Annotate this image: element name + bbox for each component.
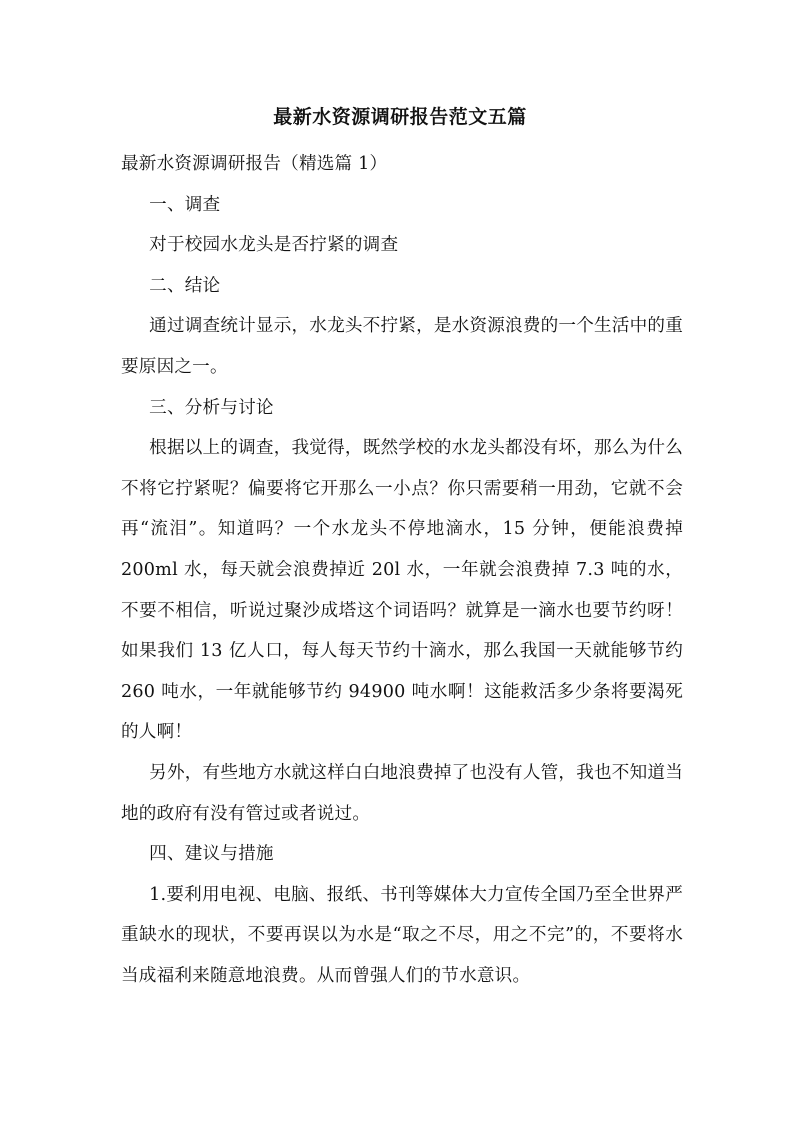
paragraph-survey-topic: 对于校园水龙头是否拧紧的调查: [149, 235, 399, 256]
section-heading-analysis: 三、分析与讨论: [149, 397, 274, 418]
section-heading-survey: 一、调查: [149, 194, 221, 215]
section-heading-conclusion: 二、结论: [149, 275, 221, 296]
section-heading-suggestions: 四、建议与措施: [149, 844, 274, 865]
paragraph-additional: 另外，有些地方水就这样白白地浪费掉了也没有人管，我也不知道当地的政府有没有管过或者说过。: [121, 762, 683, 824]
section-heading-selected: 最新水资源调研报告（精选篇 1）: [121, 154, 388, 174]
document-body: [121, 144, 683, 996]
paragraph-analysis: 根据以上的调查，我觉得，既然学校的水龙头都没有坏，那么为什么不将它拧紧呢？偏要将它开那么一小点？你只需要稍一用劲，它就不会再“流泪”。知道吗？一个水龙头不停地滴水，15 分钟，便能浪费掉 200ml 水，每天就会浪费掉近 20l 水，一年就会浪费掉 7.3 吨的水，不要不相信，听说过聚沙成塔这个词语吗？就算是一滴水也要节约呀！如果我们 13 亿人口，每人每天节约十滴水，那么我国一天就能够节约 260 吨水，一年就能够节约 94900 吨水啊！这能救活多少条将要渴死的人啊！: [121, 438, 683, 743]
paragraph-suggestion-1: 1.要利用电视、电脑、报纸、书刊等媒体大力宣传全国乃至全世界严重缺水的现状，不要再误以为水是“取之不尽，用之不完”的，不要将水当成福利来随意地浪费。从而曾强人们的节水意识。: [121, 884, 683, 986]
document-title: 最新水资源调研报告范文五篇: [273, 106, 527, 128]
paragraph-conclusion: 通过调查统计显示，水龙头不拧紧，是水资源浪费的一个生活中的重要原因之一。: [121, 316, 683, 377]
